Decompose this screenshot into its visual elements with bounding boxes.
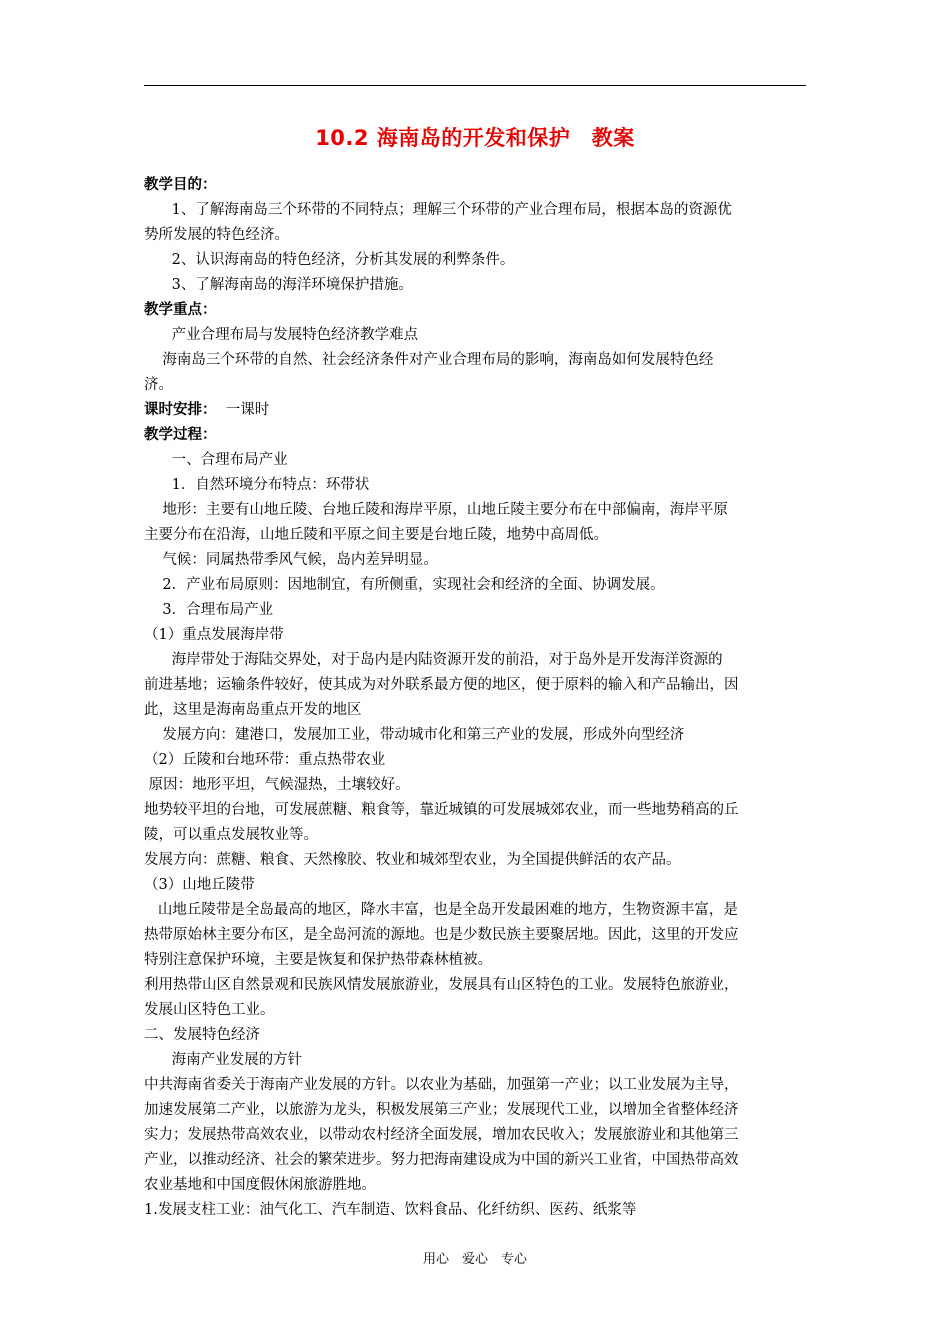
body-line (144, 773, 806, 798)
body-text: （2）丘陵和台地环带：重点热带农业 (144, 752, 386, 768)
body-text: （1）重点发展海岸带 (144, 627, 284, 643)
body-line (144, 998, 806, 1023)
body-line (144, 173, 806, 198)
body-line (144, 1198, 806, 1223)
body-line (144, 398, 806, 423)
body-text: 地势较平坦的台地，可发展蔗糖、粮食等，靠近城镇的可发展城郊农业，而一些地势稍高的丘 (144, 802, 739, 818)
body-text: 2．产业布局原则：因地制宜，有所侧重，实现社会和经济的全面、协调发展。 (144, 577, 665, 593)
body-text: 海岸带处于海陆交界处，对于岛内是内陆资源开发的前沿，对于岛外是开发海洋资源的 (144, 652, 723, 668)
body-text: 气候：同属热带季风气候，岛内差异明显。 (144, 552, 438, 568)
body-line (144, 1098, 806, 1123)
body-text: 一课时 (216, 402, 270, 418)
body-line (144, 473, 806, 498)
body-line (144, 698, 806, 723)
body-text: 中共海南省委关于海南产业发展的方针。以农业为基础，加强第一产业；以工业发展为主导， (144, 1077, 739, 1093)
body-line (144, 1123, 806, 1148)
body-line (144, 323, 806, 348)
body-line (144, 273, 806, 298)
body-text: 3．合理布局产业 (144, 602, 274, 618)
body-text: 济。 (144, 377, 173, 393)
body-text: 1．自然环境分布特点：环带状 (144, 477, 370, 493)
body-text: 二、发展特色经济 (144, 1027, 260, 1043)
body-text: 地形：主要有山地丘陵、台地丘陵和海岸平原，山地丘陵主要分布在中部偏南，海岸平原 (144, 502, 728, 518)
body-line (144, 573, 806, 598)
body-text: 2、认识海南岛的特色经济，分析其发展的利弊条件。 (144, 252, 515, 268)
body-line (144, 348, 806, 373)
body-text: 海南产业发展的方针 (144, 1052, 303, 1068)
body-line (144, 848, 806, 873)
body-text: 发展方向：建港口，发展加工业，带动城市化和第三产业的发展，形成外向型经济 (144, 727, 685, 743)
body-text: 势所发展的特色经济。 (144, 227, 289, 243)
body-text: 一、合理布局产业 (144, 452, 288, 468)
body-text: 1、了解海南岛三个环带的不同特点；理解三个环带的产业合理布局，根据本岛的资源优 (144, 202, 732, 218)
body-line (144, 1023, 806, 1048)
body-text: 山地丘陵带是全岛最高的地区，降水丰富，也是全岛开发最困难的地方，生物资源丰富，是 (144, 902, 738, 918)
body-text: 特别注意保护环境，主要是恢复和保护热带森林植被。 (144, 952, 492, 968)
body-line (144, 1048, 806, 1073)
body-text: 陵，可以重点发展牧业等。 (144, 827, 318, 843)
section-heading: 课时安排： (144, 402, 217, 418)
body-text: 海南岛三个环带的自然、社会经济条件对产业合理布局的影响，海南岛如何发展特色经 (144, 352, 714, 368)
body-text: 发展方向：蔗糖、粮食、天然橡胶、牧业和城郊型农业，为全国提供鲜活的农产品。 (144, 852, 681, 868)
body-line (144, 248, 806, 273)
body-line (144, 198, 806, 223)
body-line (144, 448, 806, 473)
body-line (144, 548, 806, 573)
body-text: 原因：地形平坦，气候湿热，土壤较好。 (144, 777, 410, 793)
body-text: 利用热带山区自然景观和民族风情发展旅游业，发展具有山区特色的工业。发展特色旅游业， (144, 977, 739, 993)
document-body (144, 173, 806, 1223)
body-line (144, 523, 806, 548)
document-title: 10.2 海南岛的开发和保护 教案 (315, 126, 635, 150)
body-line (144, 873, 806, 898)
body-text: 发展山区特色工业。 (144, 1002, 275, 1018)
body-line (144, 423, 806, 448)
body-text: 此，这里是海南岛重点开发的地区 (144, 702, 362, 718)
body-text: 3、了解海南岛的海洋环境保护措施。 (144, 277, 413, 293)
body-line (144, 673, 806, 698)
body-text: 主要分布在沿海，山地丘陵和平原之间主要是台地丘陵，地势中高周低。 (144, 527, 608, 543)
body-line (144, 373, 806, 398)
body-line (144, 298, 806, 323)
body-line (144, 1148, 806, 1173)
header-rule (144, 85, 806, 86)
body-line (144, 223, 806, 248)
body-text: 农业基地和中国度假休闲旅游胜地。 (144, 1177, 376, 1193)
body-line (144, 973, 806, 998)
body-line (144, 598, 806, 623)
body-text: （3）山地丘陵带 (144, 877, 255, 893)
body-line (144, 748, 806, 773)
section-heading: 教学目的： (144, 177, 217, 193)
section-heading: 教学过程： (144, 427, 217, 443)
body-line (144, 648, 806, 673)
body-text: 前进基地；运输条件较好，使其成为对外联系最方便的地区，便于原料的输入和产品输出，因 (144, 677, 739, 693)
body-text: 产业合理布局与发展特色经济教学难点 (144, 327, 419, 343)
body-line (144, 623, 806, 648)
body-text: 产业，以推动经济、社会的繁荣进步。努力把海南建设成为中国的新兴工业省，中国热带高效 (144, 1152, 739, 1168)
body-line (144, 798, 806, 823)
body-line (144, 1173, 806, 1198)
body-line (144, 898, 806, 923)
body-line (144, 948, 806, 973)
body-line (144, 823, 806, 848)
body-text: 实力；发展热带高效农业，以带动农村经济全面发展，增加农民收入；发展旅游业和其他第三 (144, 1127, 739, 1143)
body-line (144, 723, 806, 748)
body-text: 热带原始林主要分布区，是全岛河流的源地。也是少数民族主要聚居地。因此，这里的开发应 (144, 927, 739, 943)
body-line (144, 923, 806, 948)
body-text: 1.发展支柱工业：油气化工、汽车制造、饮料食品、化纤纺织、医药、纸浆等 (144, 1202, 637, 1218)
body-text: 加速发展第二产业，以旅游为龙头，积极发展第三产业；发展现代工业，以增加全省整体经济 (144, 1102, 739, 1118)
body-line (144, 1073, 806, 1098)
section-heading: 教学重点： (144, 302, 217, 318)
page-footer: 用心 爱心 专心 (422, 1252, 527, 1267)
body-line (144, 498, 806, 523)
